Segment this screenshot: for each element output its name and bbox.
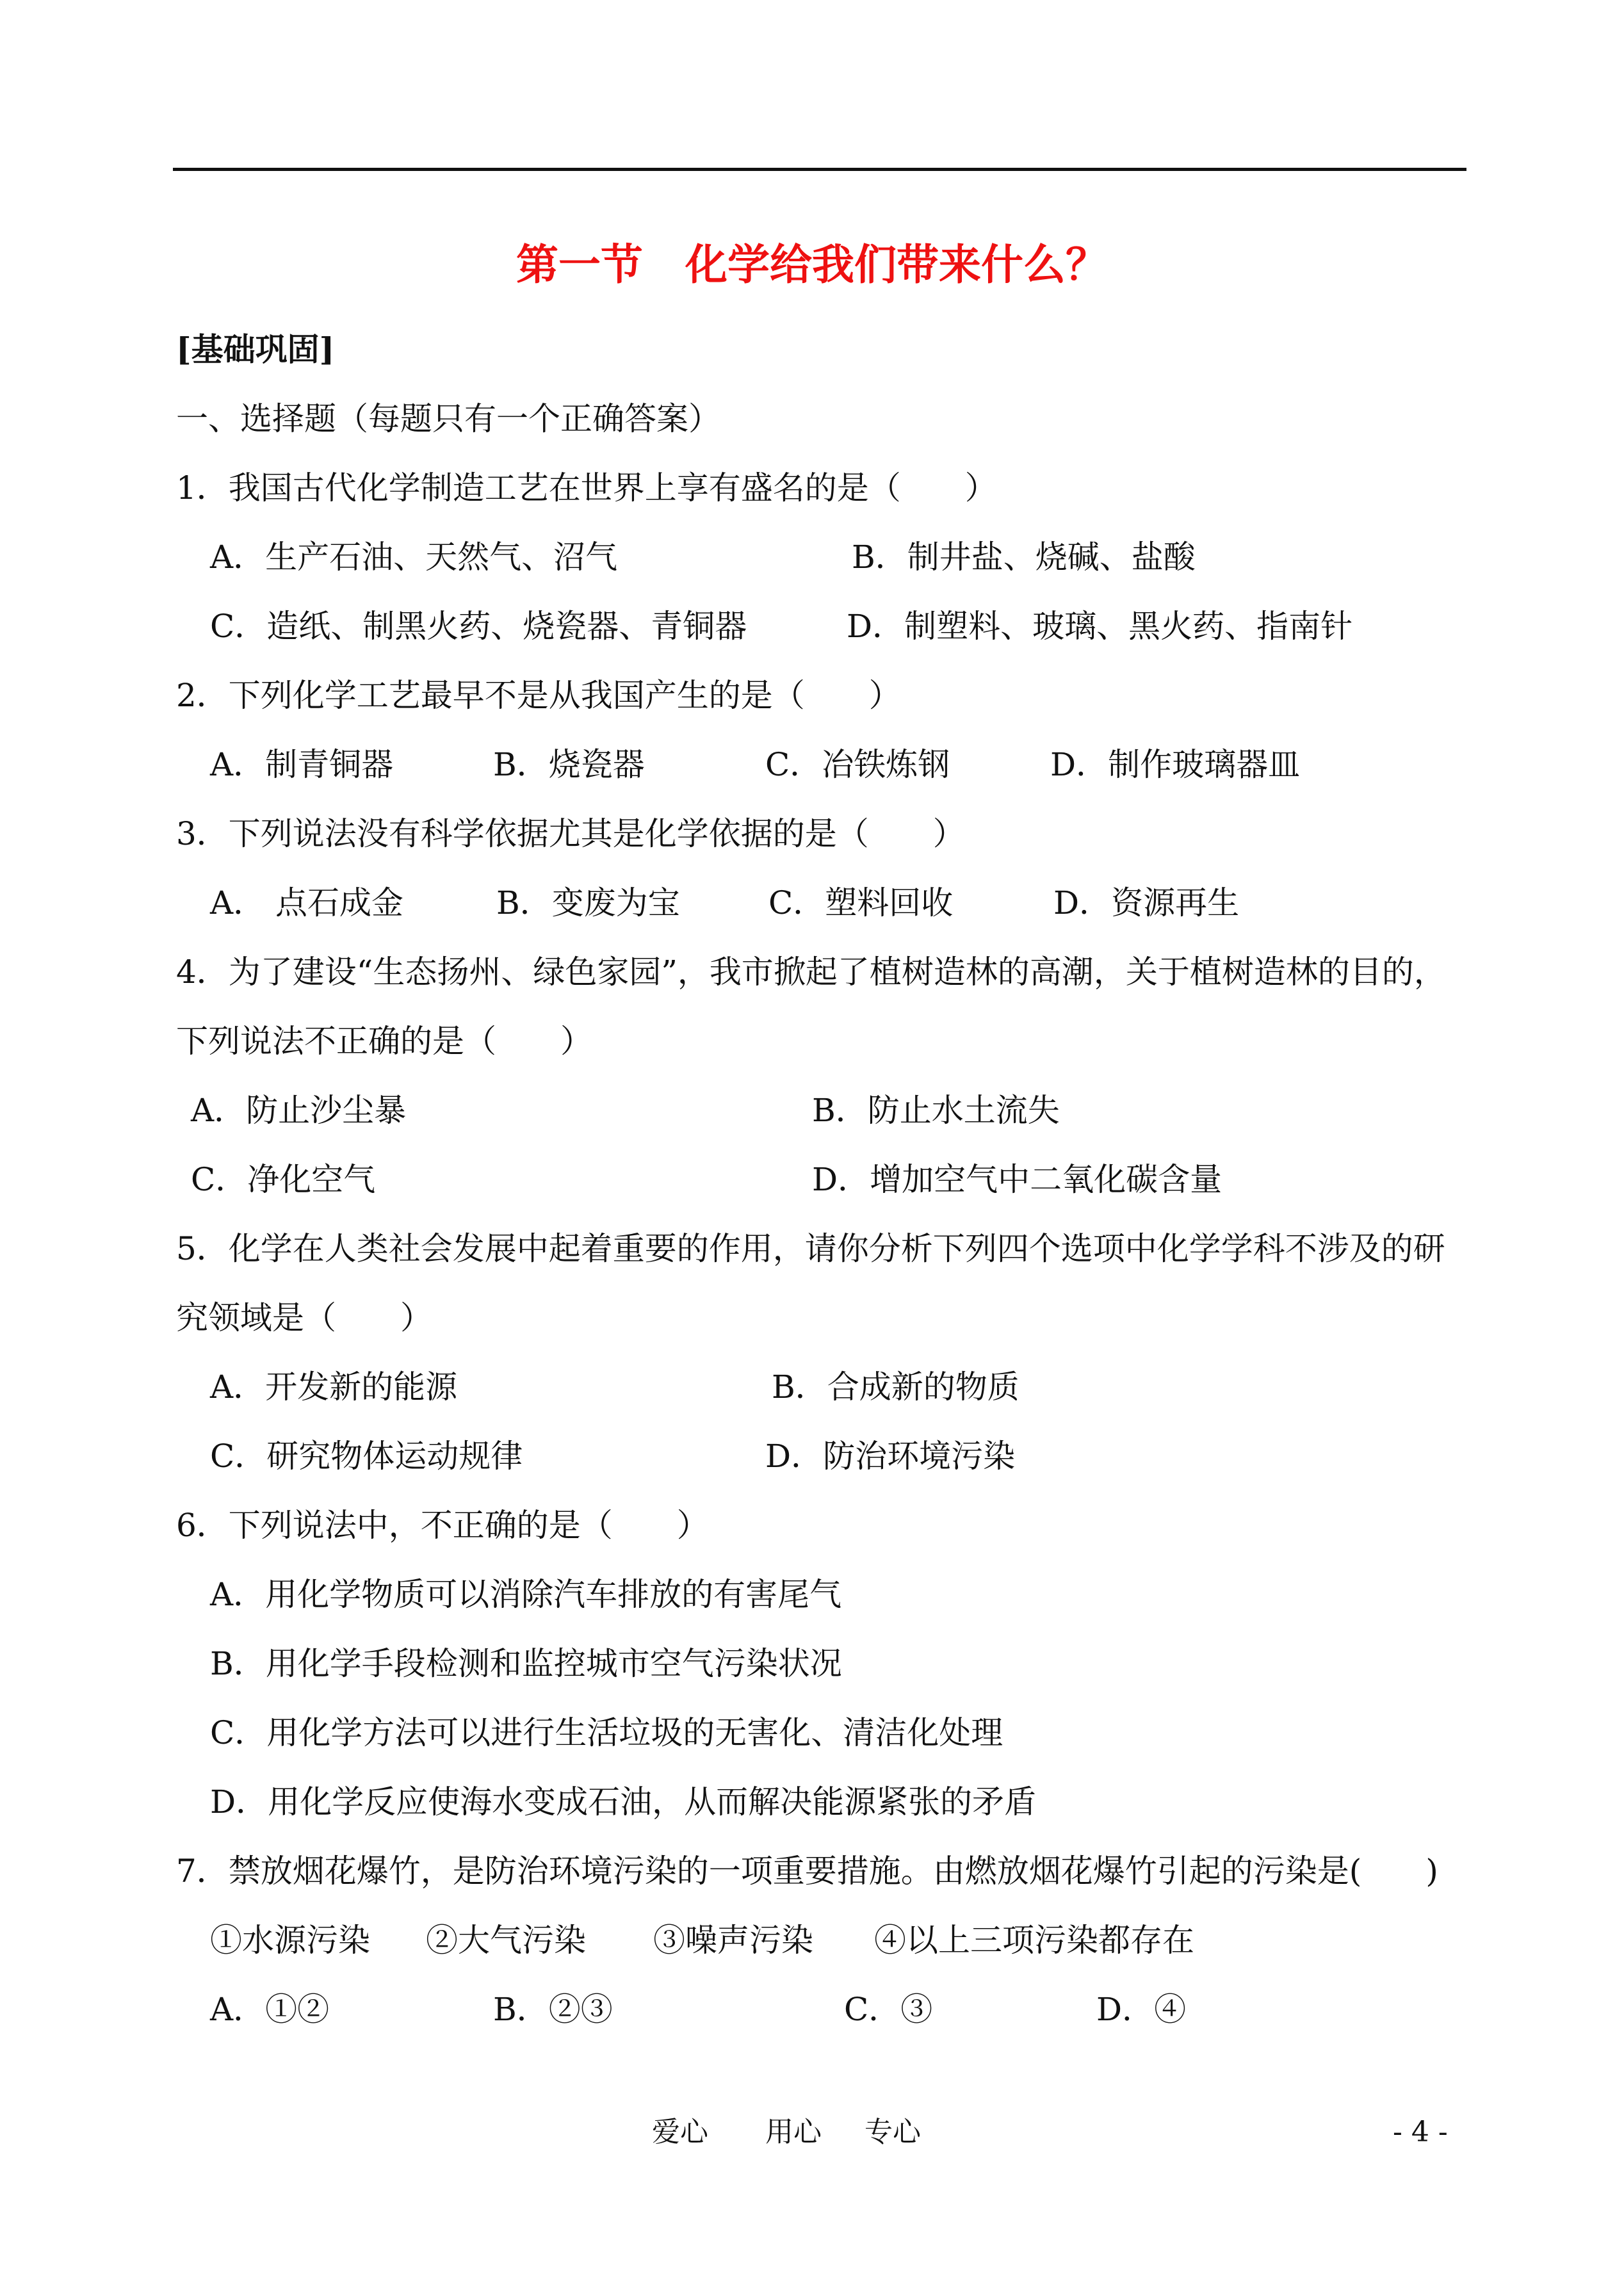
question-4-option-d: D．增加空气中二氧化碳含量 — [812, 1161, 1222, 1198]
footer-left: 爱心 — [652, 2116, 708, 2148]
question-3-option-c: C．塑料回收 — [768, 884, 954, 921]
question-2-stem: 2．下列化学工艺最早不是从我国产生的是（ ） — [176, 677, 901, 714]
question-5-option-d: D．防治环境污染 — [765, 1438, 1016, 1475]
question-6-stem: 6．下列说法中，不正确的是（ ） — [176, 1507, 709, 1544]
question-5-stem-line-2: 究领域是（ ） — [176, 1299, 432, 1336]
question-1-option-d: D．制塑料、玻璃、黑火药、指南针 — [847, 608, 1353, 645]
question-6-option-b: B．用化学手段检测和监控城市空气污染状况 — [210, 1645, 842, 1682]
question-4-stem-line-2: 下列说法不正确的是（ ） — [176, 1023, 592, 1060]
section-heading: [基础巩固] — [176, 330, 335, 368]
question-7-option-c: C．③ — [844, 1991, 933, 2028]
question-4-stem-line-1: 4．为了建设“生态扬州、绿色家园”，我市掀起了植树造林的高潮，关于植树造林的目的， — [176, 953, 1446, 991]
question-7-option-b: B．②③ — [493, 1991, 613, 2028]
question-2-option-b: B．烧瓷器 — [493, 746, 645, 783]
question-1-option-a: A．生产石油、天然气、沼气 — [210, 539, 618, 576]
question-3-stem: 3．下列说法没有科学依据尤其是化学依据的是（ ） — [176, 815, 965, 852]
question-4-option-a: A．防止沙尘暴 — [191, 1092, 407, 1129]
question-1-option-c: C．造纸、制黑火药、烧瓷器、青铜器 — [210, 608, 747, 645]
question-7-item-2: ②大气污染 — [426, 1922, 586, 1959]
question-7-option-d: D．④ — [1096, 1991, 1187, 2028]
question-6-option-d: D．用化学反应使海水变成石油，从而解决能源紧张的矛盾 — [210, 1783, 1037, 1821]
footer-right: 专心 — [865, 2116, 921, 2148]
question-6-option-a: A．用化学物质可以消除汽车排放的有害尾气 — [210, 1576, 842, 1613]
question-4-option-c: C．净化空气 — [191, 1161, 376, 1198]
question-6-option-c: C．用化学方法可以进行生活垃圾的无害化、清洁化处理 — [210, 1714, 1003, 1751]
question-4-option-b: B．防止水土流失 — [812, 1092, 1060, 1129]
question-5-option-c: C．研究物体运动规律 — [210, 1438, 523, 1475]
question-3-option-a: A． 点石成金 — [210, 884, 404, 921]
question-1-option-b: B．制井盐、烧碱、盐酸 — [852, 539, 1196, 576]
question-7-item-3: ③噪声污染 — [653, 1922, 813, 1959]
header-rule — [173, 168, 1466, 171]
page-number: - 4 - — [1393, 2116, 1448, 2148]
question-2-option-c: C．冶铁炼钢 — [765, 746, 950, 783]
question-5-option-a: A．开发新的能源 — [210, 1368, 458, 1406]
question-5-option-b: B．合成新的物质 — [772, 1368, 1019, 1406]
question-7-stem: 7．禁放烟花爆竹，是防治环境污染的一项重要措施。由燃放烟花爆竹引起的污染是( ) — [176, 1853, 1438, 1890]
question-3-option-d: D．资源再生 — [1053, 884, 1240, 921]
question-2-option-a: A．制青铜器 — [210, 746, 394, 783]
question-3-option-b: B．变废为宝 — [496, 884, 680, 921]
question-7-item-4: ④以上三项污染都存在 — [874, 1922, 1194, 1959]
question-7-option-a: A．①② — [210, 1991, 330, 2028]
question-1-stem: 1．我国古代化学制造工艺在世界上享有盛名的是（ ） — [176, 469, 997, 507]
footer-middle: 用心 — [765, 2116, 822, 2148]
page-title: 第一节 化学给我们带来什么？ — [516, 239, 1108, 289]
question-2-option-d: D．制作玻璃器皿 — [1050, 746, 1301, 783]
question-5-stem-line-1: 5．化学在人类社会发展中起着重要的作用，请你分析下列四个选项中化学学科不涉及的研 — [176, 1230, 1445, 1267]
part-heading: 一、选择题（每题只有一个正确答案） — [176, 400, 720, 437]
question-7-item-1: ①水源污染 — [210, 1922, 370, 1959]
